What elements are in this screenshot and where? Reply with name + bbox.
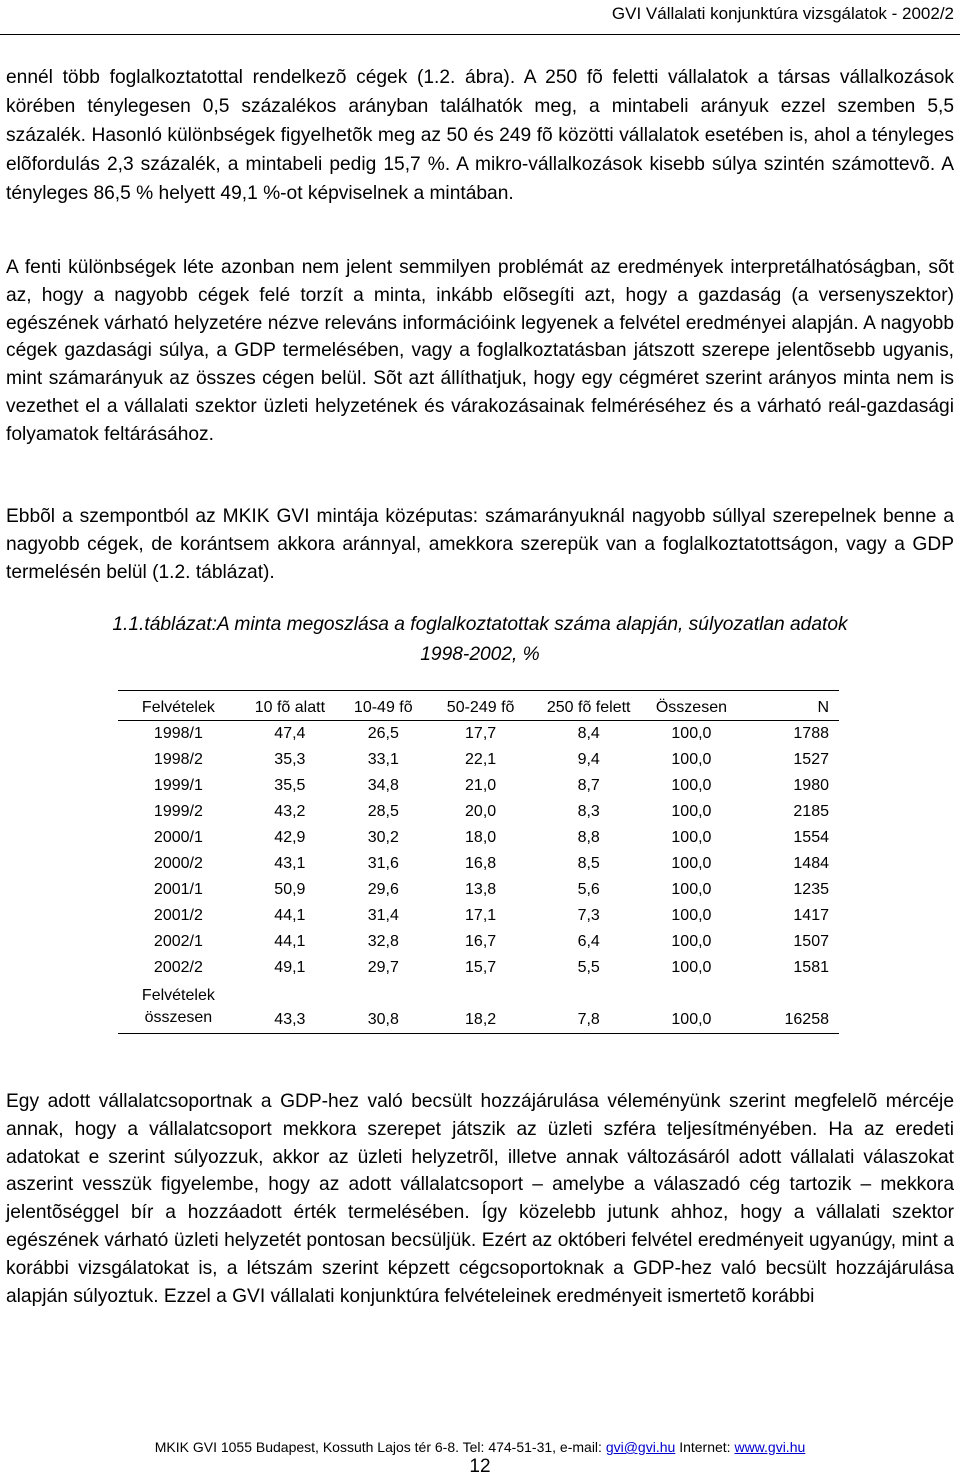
table-cell: 1417 bbox=[793, 907, 829, 924]
table-cell: 50,9 bbox=[274, 881, 306, 898]
table-cell: 8,4 bbox=[577, 725, 600, 742]
table-cell: 1581 bbox=[793, 959, 829, 976]
table-cell: 22,1 bbox=[465, 751, 497, 768]
table-row bbox=[118, 851, 839, 877]
header-cell: 10-49 fõ bbox=[341, 691, 426, 721]
table-cell: 2002/1 bbox=[153, 933, 203, 950]
table-cell: 2000/2 bbox=[153, 855, 203, 872]
table-cell: 26,5 bbox=[367, 725, 399, 742]
table-cell: 1999/2 bbox=[153, 803, 203, 820]
table-cell: 18,0 bbox=[465, 829, 497, 846]
header-cell: N bbox=[741, 691, 839, 721]
table-cell: 1998/2 bbox=[153, 751, 203, 768]
footer-address: MKIK GVI 1055 Budapest, Kossuth Lajos tér 6-8. Tel: 474-51-31, e-mail: bbox=[154, 1439, 602, 1455]
table-caption: 1.1.táblázat:A minta megoszlása a foglalkoztatottak száma alapján, súlyozatlan adatok bbox=[112, 614, 848, 635]
table-cell: 100,0 bbox=[671, 907, 712, 924]
table-caption-period: 1998-2002, % bbox=[420, 644, 540, 665]
table-row bbox=[118, 955, 839, 981]
table-cell: 2000/1 bbox=[153, 829, 203, 846]
table-cell: 43,1 bbox=[274, 855, 306, 872]
table-row bbox=[118, 825, 839, 851]
table-cell: 100,0 bbox=[671, 1011, 712, 1028]
table-cell: 30,2 bbox=[367, 829, 399, 846]
table-row bbox=[118, 773, 839, 799]
table-cell: 29,7 bbox=[367, 959, 399, 976]
table-cell: 29,6 bbox=[367, 881, 399, 898]
table-cell: 2002/2 bbox=[153, 959, 203, 976]
header-cell: 50-249 fõ bbox=[426, 691, 536, 721]
table-cell: 30,8 bbox=[367, 1011, 399, 1028]
table-cell: 15,7 bbox=[465, 959, 497, 976]
table-cell: 33,1 bbox=[367, 751, 399, 768]
table-cell: 47,4 bbox=[274, 725, 306, 742]
table-total-row bbox=[118, 981, 839, 1034]
table-cell: 18,2 bbox=[465, 1011, 497, 1028]
table-cell: 9,4 bbox=[577, 751, 600, 768]
page-number: 12 bbox=[469, 1456, 491, 1477]
page-footer bbox=[0, 1439, 960, 1455]
table-cell: 6,4 bbox=[577, 933, 600, 950]
table-cell: 44,1 bbox=[274, 933, 306, 950]
table-cell: 8,7 bbox=[577, 777, 600, 794]
table-cell: 7,3 bbox=[577, 907, 600, 924]
header-divider bbox=[0, 34, 960, 35]
table-cell: 31,6 bbox=[367, 855, 399, 872]
table-cell: 100,0 bbox=[671, 881, 712, 898]
table-cell: 100,0 bbox=[671, 829, 712, 846]
table-cell: 1484 bbox=[793, 855, 829, 872]
table-cell: 2001/1 bbox=[153, 881, 203, 898]
table-cell: 34,8 bbox=[367, 777, 399, 794]
paragraph-2: A fenti különbségek léte azonban nem jelent semmilyen problémát az eredmények interpretálhatóságban, sõt az, hogy a nagyobb cégek felé torzít a minta, inkább elõsegíti azt, hogy a gazdaság (a versenyszektor) egészének várható helyzetére nézve releváns információink legyenek a felvétel eredményei alapján. A nagyobb cégek gazdasági súlya, a GDP termelésében, vagy a foglalkoztatásban játszott szerepe jelentõsebb ugyanis, mint számarányuk az összes cégen belül. Sõt azt állíthatjuk, hogy egy cégméret szerint arányos minta nem is vezethet el a vállalati szektor üzleti helyzetének és várakozásainak felméréséhez és a várható reál-gazdasági folyamatok feltárásához. bbox=[6, 257, 954, 445]
table-row bbox=[118, 721, 839, 748]
table-cell: 35,5 bbox=[274, 777, 306, 794]
table-cell: 31,4 bbox=[367, 907, 399, 924]
table-cell: 1527 bbox=[793, 751, 829, 768]
table-cell: 2001/2 bbox=[153, 907, 203, 924]
table-cell: 5,6 bbox=[577, 881, 600, 898]
footer-email-link[interactable]: gvi@gvi.hu bbox=[605, 1439, 676, 1455]
page-header-title: GVI Vállalati konjunktúra vizsgálatok - 2002/2 bbox=[611, 4, 954, 23]
table-row bbox=[118, 747, 839, 773]
table-cell: 43,3 bbox=[274, 1011, 306, 1028]
header-cell: Felvételek bbox=[118, 691, 239, 721]
header-cell: Összesen bbox=[642, 691, 741, 721]
table-row bbox=[118, 929, 839, 955]
table-row bbox=[118, 903, 839, 929]
table-cell: 1998/1 bbox=[153, 725, 203, 742]
table-cell: 21,0 bbox=[465, 777, 497, 794]
total-label-line-2: összesen bbox=[144, 1009, 213, 1026]
header-cell: 250 fõ felett bbox=[536, 691, 642, 721]
table-cell: 5,5 bbox=[577, 959, 600, 976]
table-cell: 8,8 bbox=[577, 829, 600, 846]
table-cell: 20,0 bbox=[465, 803, 497, 820]
table-cell: 100,0 bbox=[671, 933, 712, 950]
total-label-cell bbox=[118, 981, 239, 1034]
table-cell: 100,0 bbox=[671, 855, 712, 872]
table-cell: 28,5 bbox=[367, 803, 399, 820]
table-cell: 1999/1 bbox=[153, 777, 203, 794]
table-cell: 1507 bbox=[793, 933, 829, 950]
table-cell: 100,0 bbox=[671, 777, 712, 794]
table-cell: 1788 bbox=[793, 725, 829, 742]
table-cell: 100,0 bbox=[671, 959, 712, 976]
table-cell: 2185 bbox=[793, 803, 829, 820]
table-header-row bbox=[118, 691, 839, 721]
table-cell: 8,5 bbox=[577, 855, 600, 872]
table-cell: 1554 bbox=[793, 829, 829, 846]
table-cell: 49,1 bbox=[274, 959, 306, 976]
sample-distribution-table bbox=[118, 690, 839, 1034]
table-cell: 16,7 bbox=[465, 933, 497, 950]
table-cell: 35,3 bbox=[274, 751, 306, 768]
table-cell: 1235 bbox=[793, 881, 829, 898]
paragraph-3: Ebbõl a szempontból az MKIK GVI mintája középutas: számarányuknál nagyobb súllyal szerepelnek benne a nagyobb cégek, de korántsem akkora aránnyal, amekkora szerepük van a foglalkoztatottságon, vagy a GDP termelésén belül (1.2. táblázat). bbox=[6, 506, 954, 583]
table-cell: 100,0 bbox=[671, 751, 712, 768]
table-cell: 42,9 bbox=[274, 829, 306, 846]
table-cell: 7,8 bbox=[577, 1011, 600, 1028]
table-cell: 17,7 bbox=[465, 725, 497, 742]
table-cell: 1980 bbox=[793, 777, 829, 794]
table-cell: 100,0 bbox=[671, 803, 712, 820]
table-row bbox=[118, 799, 839, 825]
paragraph-4: Egy adott vállalatcsoportnak a GDP-hez való becsült hozzájárulása véleményünk szerint megfelelõ mércéje annak, hogy a vállalatcsoport mekkora szerepet játszik az üzleti szféra teljesítményében. Ha az eredeti adatokat e szerint súlyozzuk, akkor az üzleti helyzetrõl, illetve annak változásáról adott vállalati válaszokat aszerint vesszük figyelembe, hogy az adott vállalatcsoport – amelybe a válaszadó cég tartozik – mekkora jelentõséggel bír a hozzáadott érték termelésében. Így közelebb jutunk ahhoz, hogy a vállalati szektor egészének várható üzleti helyzetét pontosan becsüljük. Ezért az októberi felvétel eredményeit ugyanúgy, mint a korábbi vizsgálatokat is, a létszám szerint képzett cégcsoportoknak a GDP-hez való becsült hozzájárulása alapján súlyoztuk. Ezzel a GVI vállalati konjunktúra felvételeinek eredményeit ismertetõ korábbi bbox=[6, 1091, 954, 1307]
table-row bbox=[118, 877, 839, 903]
total-label-line-1: Felvételek bbox=[141, 987, 215, 1004]
table-cell: 16,8 bbox=[465, 855, 497, 872]
footer-website-link[interactable]: www.gvi.hu bbox=[734, 1439, 806, 1455]
table-cell: 17,1 bbox=[465, 907, 497, 924]
table-cell: 8,3 bbox=[577, 803, 600, 820]
table-cell: 16258 bbox=[784, 1011, 829, 1028]
header-cell: 10 fõ alatt bbox=[239, 691, 341, 721]
table-cell: 100,0 bbox=[671, 725, 712, 742]
table-cell: 13,8 bbox=[465, 881, 497, 898]
table-cell: 44,1 bbox=[274, 907, 306, 924]
footer-internet-label: Internet: bbox=[679, 1439, 731, 1455]
table-cell: 43,2 bbox=[274, 803, 306, 820]
table-cell: 32,8 bbox=[367, 933, 399, 950]
paragraph-1: ennél több foglalkoztatottal rendelkezõ cégek (1.2. ábra). A 250 fõ feletti vállalatok a társas vállalkozások körében ténylegesen 0,5 százalékos arányban találhatók meg, a mintabeli arányuk ezzel szemben 5,5 százalék. Hasonló különbségek figyelhetõk meg az 50 és 249 fõ közötti vállalatok esetében is, ahol a tényleges elõfordulás 2,3 százalék, a mintabeli pedig 15,7 %. A mikro-vállalkozások kisebb súlya szintén számottevõ. A tényleges 86,5 % helyett 49,1 %-ot képviselnek a mintában. bbox=[6, 67, 954, 204]
